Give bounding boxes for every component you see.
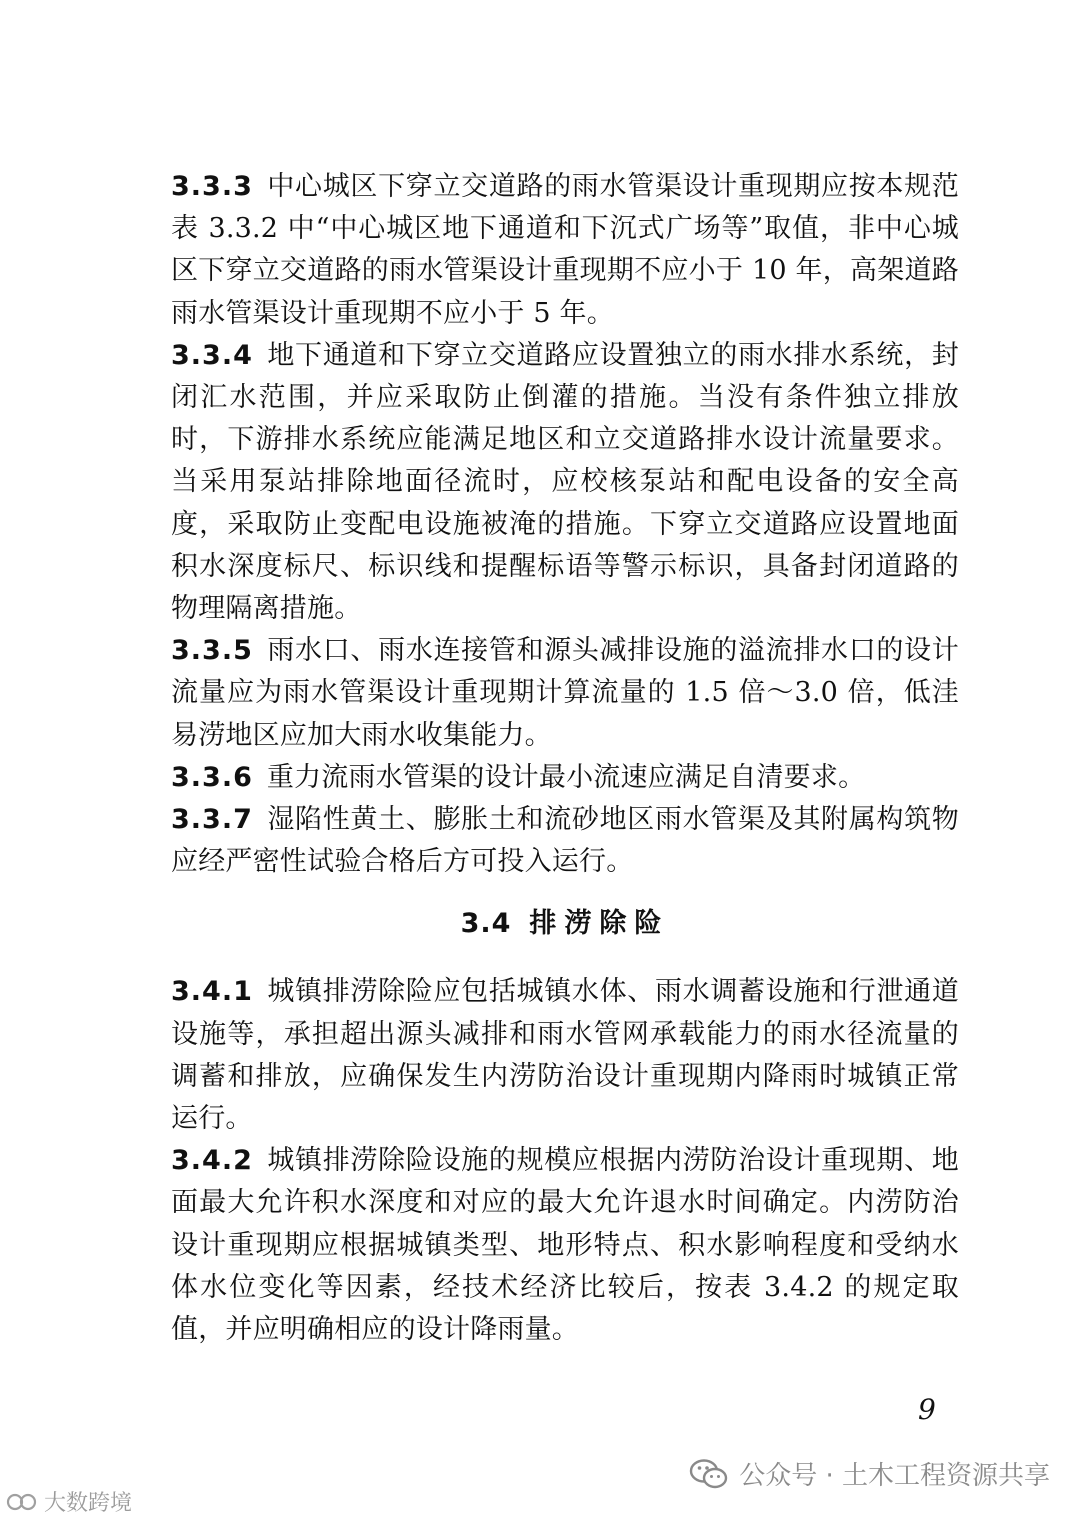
clause-number: 3.4.1	[171, 976, 253, 1008]
watermark-text: 公众号 · 土木工程资源共享	[739, 1461, 1050, 1491]
watermark-brand-text: 大数跨境	[44, 1491, 133, 1516]
wechat-icon	[689, 1458, 729, 1490]
clause-text: 中心城区下穿立交道路的雨水管渠设计重现期应按本规范表 3.3.2 中“中心城区地下通道和下沉式广场等”取值，非中心城区下穿立交道路的雨水管渠设计重现期不应小于 10 年，高架道路雨水管渠设计重现期不应小于 5 年。	[171, 171, 959, 329]
clause-3-4-2	[171, 1140, 959, 1351]
brand-logo-icon	[6, 1489, 40, 1515]
watermark-wechat	[689, 1455, 1050, 1492]
clause-3-3-3	[171, 166, 959, 335]
clause-3-4-1	[171, 971, 959, 1140]
clause-text: 湿陷性黄土、膨胀土和流砂地区雨水管渠及其附属构筑物应经严密性试验合格后方可投入运行。	[171, 804, 959, 878]
section-heading	[171, 903, 959, 945]
clause-number: 3.4.2	[171, 1145, 253, 1177]
clause-text: 城镇排涝除险应包括城镇水体、雨水调蓄设施和行泄通道设施等，承担超出源头减排和雨水管网承载能力的雨水径流量的调蓄和排放，应确保发生内涝防治设计重现期内降雨时城镇正常运行。	[171, 976, 959, 1135]
section-title: 排涝除险	[529, 908, 670, 940]
clause-text: 地下通道和下穿立交道路应设置独立的雨水排水系统，封闭汇水范围，并应采取防止倒灌的措施。当没有条件独立排放时，下游排水系统应能满足地区和立交道路排水设计流量要求。当采用泵站排除地面径流时，应校核泵站和配电设备的安全高度，采取防止变配电设施被淹的措施。下穿立交道路应设置地面积水深度标尺、标识线和提醒标语等警示标识，具备封闭道路的物理隔离措施。	[171, 339, 959, 625]
page-number: 9	[918, 1393, 936, 1426]
clause-3-3-5	[171, 630, 959, 757]
watermark-brand	[6, 1486, 132, 1517]
clause-number: 3.3.5	[171, 635, 253, 667]
clause-number: 3.3.7	[171, 804, 253, 836]
clause-text: 雨水口、雨水连接管和源头减排设施的溢流排水口的设计流量应为雨水管渠设计重现期计算流量的 1.5 倍～3.0 倍，低洼易涝地区应加大雨水收集能力。	[171, 635, 959, 751]
clause-3-3-7	[171, 799, 959, 883]
clause-number: 3.3.3	[171, 171, 253, 202]
clause-number: 3.3.4	[171, 339, 253, 371]
clause-text: 城镇排涝除险设施的规模应根据内涝防治设计重现期、地面最大允许积水深度和对应的最大允许退水时间确定。内涝防治设计重现期应根据城镇类型、地形特点、积水影响程度和受纳水体水位变化等因素，经技术经济比较后，按表 3.4.2 的规定取值，并应明确相应的设计降雨量。	[171, 1145, 959, 1346]
clause-3-3-6	[171, 757, 959, 799]
section-number: 3.4	[460, 908, 512, 940]
clause-text: 重力流雨水管渠的设计最小流速应满足自清要求。	[266, 761, 866, 793]
clause-3-3-4	[171, 335, 959, 630]
body-text	[171, 166, 959, 1351]
clause-number: 3.3.6	[171, 761, 253, 793]
